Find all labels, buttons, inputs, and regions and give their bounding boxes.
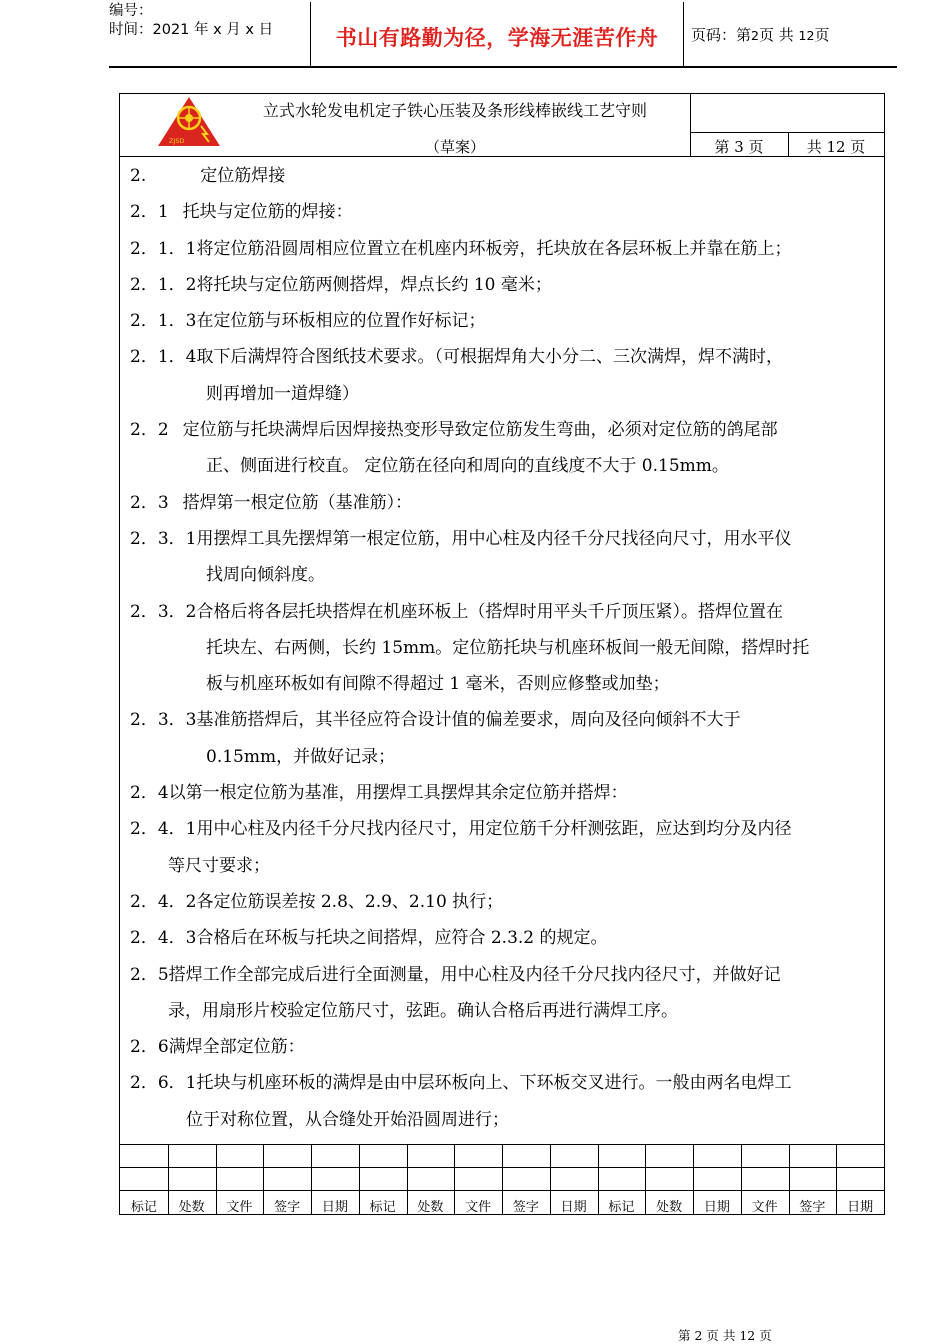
doc-total: 共 12 页 bbox=[806, 138, 866, 156]
paragraph: 2．3．3基准筋搭焊后，其半径应符合设计值的偏差要求，周向及径向倾斜不大于 0.15mm，并做好记录； bbox=[130, 710, 741, 767]
revision-column-label: 签字 bbox=[512, 1200, 539, 1215]
revision-column-label: 日期 bbox=[847, 1200, 874, 1215]
header-motto-cell bbox=[310, 2, 684, 66]
paragraph: 2．6满焊全部定位筋： bbox=[130, 1037, 305, 1058]
revision-grid bbox=[120, 1144, 884, 1214]
page-footer: 第 2 页 共 12 页 bbox=[678, 1328, 772, 1343]
page-prefix: 页码：第 bbox=[691, 26, 752, 44]
paragraph-line: 托块左、右两侧，长约 15mm。定位筋托块与机座环板间一般无间隙，搭焊时托 bbox=[206, 637, 810, 658]
page-number: 2 bbox=[751, 28, 759, 43]
page-suffix: 页 bbox=[814, 26, 830, 44]
revision-column-label: 日期 bbox=[703, 1200, 730, 1215]
revision-column-label: 签字 bbox=[799, 1200, 826, 1215]
paragraph: 2. 定位筋焊接 bbox=[130, 166, 286, 186]
paragraph: 2．4．1用中心柱及内径千分尺找内径尺寸，用定位筋千分杆测弦距，应达到均分及内径 等尺寸要求； bbox=[130, 819, 792, 876]
doc-title: 立式水轮发电机定子铁心压装及条形线棒嵌线工艺守则 bbox=[262, 101, 647, 120]
header-page-info bbox=[691, 24, 829, 45]
revision-column-label: 标记 bbox=[369, 1200, 396, 1215]
time-label: 时间：2021 年 x 月 x 日 bbox=[109, 22, 274, 38]
paragraph: 2．4．3合格后在环板与托块之间搭焊，应符合 2.3.2 的规定。 bbox=[130, 928, 608, 949]
page-total: 12 bbox=[798, 28, 815, 43]
revision-column-label: 日期 bbox=[321, 1200, 348, 1215]
header-left bbox=[109, 2, 310, 66]
paragraph: 2．6．1托块与机座环板的满焊是由中层环板向上、下环板交叉进行。一般由两名电焊工 位于对称位置，从合缝处开始沿圆周进行； bbox=[130, 1073, 792, 1130]
page-mid: 页 共 bbox=[758, 26, 794, 44]
logo-text: ZJSD bbox=[169, 137, 185, 145]
revision-column-label: 处数 bbox=[656, 1200, 683, 1215]
company-logo bbox=[157, 96, 221, 148]
revision-column-label: 签字 bbox=[274, 1200, 301, 1215]
code-label: 编号： bbox=[109, 3, 153, 19]
revision-column-label: 日期 bbox=[560, 1200, 587, 1215]
document-frame bbox=[119, 93, 885, 1215]
paragraph: 2．1．1将定位筋沿圆周相应位置立在机座内环板旁，托块放在各层环板上并靠在筋上； bbox=[130, 238, 792, 259]
paragraph: 2．3．1用摆焊工具先摆焊第一根定位筋，用中心柱及内径千分尺找径向尺寸，用水平仪 找周向倾斜度。 bbox=[130, 528, 792, 586]
paragraph: 2．1 托块与定位筋的焊接： bbox=[130, 202, 353, 223]
page-header bbox=[109, 2, 897, 68]
paragraph: 2．3．2合格后将各层托块搭焊在机座环板上（搭焊时用平头千斤顶压紧）。搭焊位置在 托块左、右两侧，长约 15mm。定位筋托块与机座环板间一般无间隙，搭焊时托 板与机座环板如有间隙不得超过 1 毫米，否则应修整或加垫； bbox=[130, 594, 878, 703]
logo-icon bbox=[157, 96, 221, 148]
body-text bbox=[130, 158, 878, 1138]
paragraph: 2．4以第一根定位筋为基准，用摆焊工具摆焊其余定位筋并搭焊： bbox=[130, 783, 628, 804]
paragraph: 2．1．2将托块与定位筋两侧搭焊，焊点长约 10 毫米； bbox=[130, 274, 552, 295]
paragraph: 2．5搭焊工作全部完成后进行全面测量，用中心柱及内径千分尺找内径尺寸，并做好记 录，用扇形片校验定位筋尺寸，弦距。确认合格后再进行满焊工序。 bbox=[130, 964, 781, 1021]
revision-column-label: 文件 bbox=[751, 1200, 778, 1215]
revision-column-label: 标记 bbox=[130, 1200, 157, 1215]
paragraph: 2．1．4取下后满焊符合图纸技术要求。（可根据焊角大小分二、三次满焊，焊不满时， 则再增加一道焊缝） bbox=[130, 347, 783, 404]
multiline-cont bbox=[130, 630, 878, 703]
paragraph: 2．1．3在定位筋与环板相应的位置作好标记； bbox=[130, 311, 486, 332]
paragraph: 2．4．2各定位筋误差按 2.8、2.9、2.10 执行； bbox=[130, 891, 504, 912]
revision-column-label: 标记 bbox=[608, 1200, 635, 1215]
motto: 书山有路勤为径，学海无涯苦作舟 bbox=[335, 26, 659, 50]
paragraph: 2．2 定位筋与托块满焊后因焊接热变形导致定位筋发生弯曲，必须对定位筋的鸽尾部 正、侧面进行校直。 定位筋在径向和周向的直线度不大于 0.15mm。 bbox=[130, 420, 778, 477]
doc-subtitle: （草案） bbox=[424, 138, 485, 156]
paragraph: 2．3 搭焊第一根定位筋（基准筋）： bbox=[130, 492, 413, 513]
doc-page: 第 3 页 bbox=[714, 138, 764, 156]
revision-column-label: 文件 bbox=[226, 1200, 253, 1215]
revision-column-label: 处数 bbox=[417, 1200, 444, 1215]
revision-column-label: 文件 bbox=[465, 1200, 492, 1215]
title-page-rule bbox=[690, 132, 884, 133]
revision-column-label: 处数 bbox=[178, 1200, 205, 1215]
paragraph-line: 板与机座环板如有间隙不得超过 1 毫米，否则应修整或加垫； bbox=[206, 674, 670, 695]
